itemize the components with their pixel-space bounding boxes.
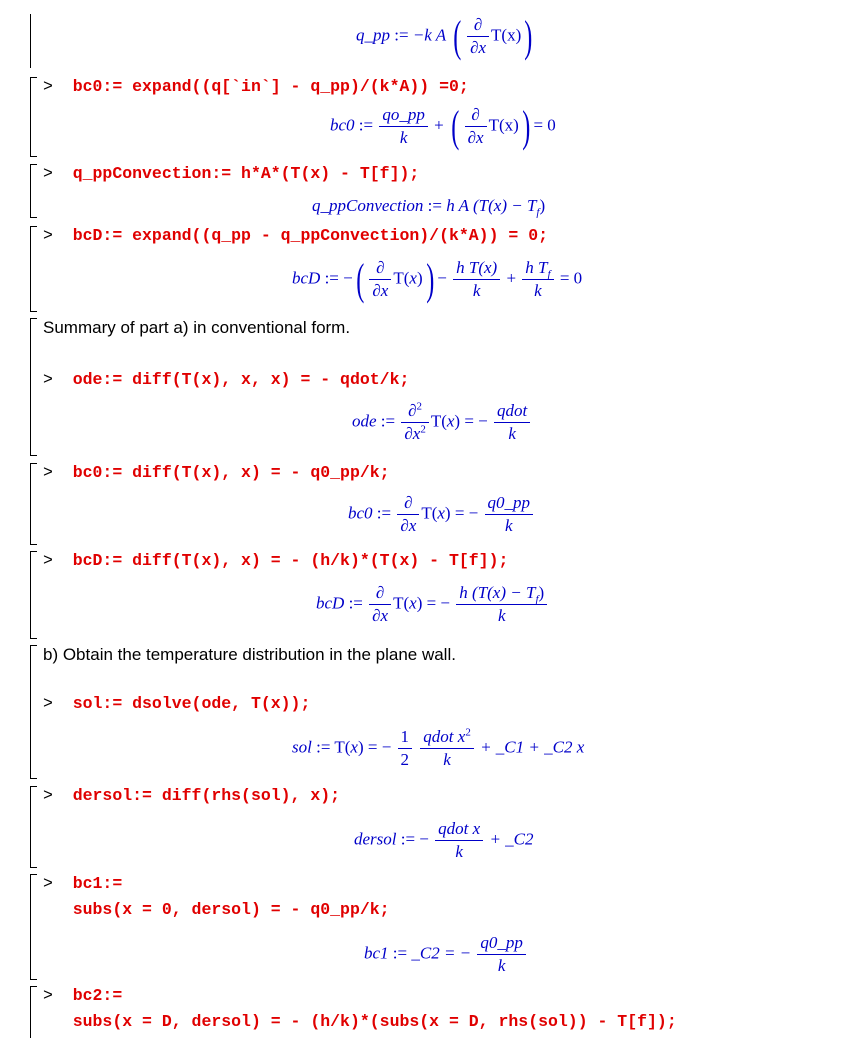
group-bracket [30, 551, 31, 639]
input-dersol[interactable]: > dersol:= diff(rhs(sol), x); [43, 786, 341, 805]
input-bc0-expand[interactable]: > bc0:= expand((q[`in`] - q_pp)/(k*A)) =0; [43, 77, 469, 96]
input-bcd-expand[interactable]: > bcD:= expand((q_pp - q_ppConvection)/(k*A)) = 0; [43, 226, 548, 245]
output-bc1: bc1 := _C2 = − $\frac{q0\_pp}{k}$ [364, 932, 528, 977]
output-q-ppconvection: q_ppConvection := h A $(T(x) - T_f)$ [312, 196, 546, 219]
group-bracket [30, 164, 31, 218]
output-bc0-diff: bc0 := $\frac{\partial}{\partial x}$ T(x) = − $\frac{q0\_pp}{k}$ [348, 492, 535, 537]
input-bc2-line2[interactable]: subs(x = D, dersol) = - (h/k)*(subs(x = D, rhs(sol)) - T[f]); [72, 1012, 677, 1031]
output-bcd: bcD := −( $\frac{\partial}{\partial x}$ T(x)) − $\frac{\text{h T(x)}}{k}$ + $\frac{h T_f}{k}$ = 0 [292, 254, 583, 304]
input-sol[interactable]: > sol:= dsolve(ode, T(x)); [43, 694, 311, 713]
group-bracket [30, 986, 31, 1038]
group-bracket [30, 318, 31, 456]
group-bracket [30, 77, 31, 157]
output-bcd-diff: bcD := $\frac{\partial}{\partial x}$ T(x) = − $\frac{h (T(x) - T_f)}{k}$ [316, 582, 549, 627]
input-q-ppconvection[interactable]: > q_ppConvection:= h*A*(T(x) - T[f]); [43, 164, 420, 183]
input-bc1-line2[interactable]: subs(x = 0, dersol) = - q0_pp/k; [72, 900, 390, 919]
group-bracket [30, 463, 31, 545]
input-bcd-diff[interactable]: > bcD:= diff(T(x), x) = - (h/k)*(T(x) - T[f]); [43, 551, 509, 570]
group-bracket [30, 226, 31, 312]
input-bc0-diff[interactable]: > bc0:= diff(T(x), x) = - q0_pp/k; [43, 463, 390, 482]
input-bc1-line1[interactable]: > bc1:= [43, 874, 123, 893]
input-ode[interactable]: > ode:= diff(T(x), x, x) = - qdot/k; [43, 370, 410, 389]
group-bracket [30, 874, 31, 980]
output-q-pp: q_pp := −k A ( $\frac{\partial}{\partial x}$ T(x)) [356, 11, 533, 61]
input-bc2-line1[interactable]: > bc2:= [43, 986, 123, 1005]
output-sol: sol := T(x) = − $\frac{1}{2}$ $\frac{qdot x^2}{k}$ + _C1 + _C2 x [292, 726, 585, 769]
summary-text[interactable]: Summary of part a) in conventional form. [43, 318, 351, 337]
group-bracket [30, 786, 31, 868]
part-b-text[interactable]: b) Obtain the temperature distribution in the plane wall. [43, 645, 456, 664]
output-bc0: bc0 := $\frac{qo\_pp}{k}$ + ( $\frac{\partial}{\partial x}$ T(x)) = 0 [330, 101, 556, 151]
output-dersol: dersol := − $\frac{\text{qdot x}}{k}$ + _C2 [354, 819, 534, 861]
group-bracket [30, 645, 31, 779]
output-ode: ode := $\frac{\partial^2}{\partial x^2}$ T(x) = − $\frac{\text{qdot}}{k}$ [352, 400, 532, 445]
group-bracket [30, 14, 31, 68]
